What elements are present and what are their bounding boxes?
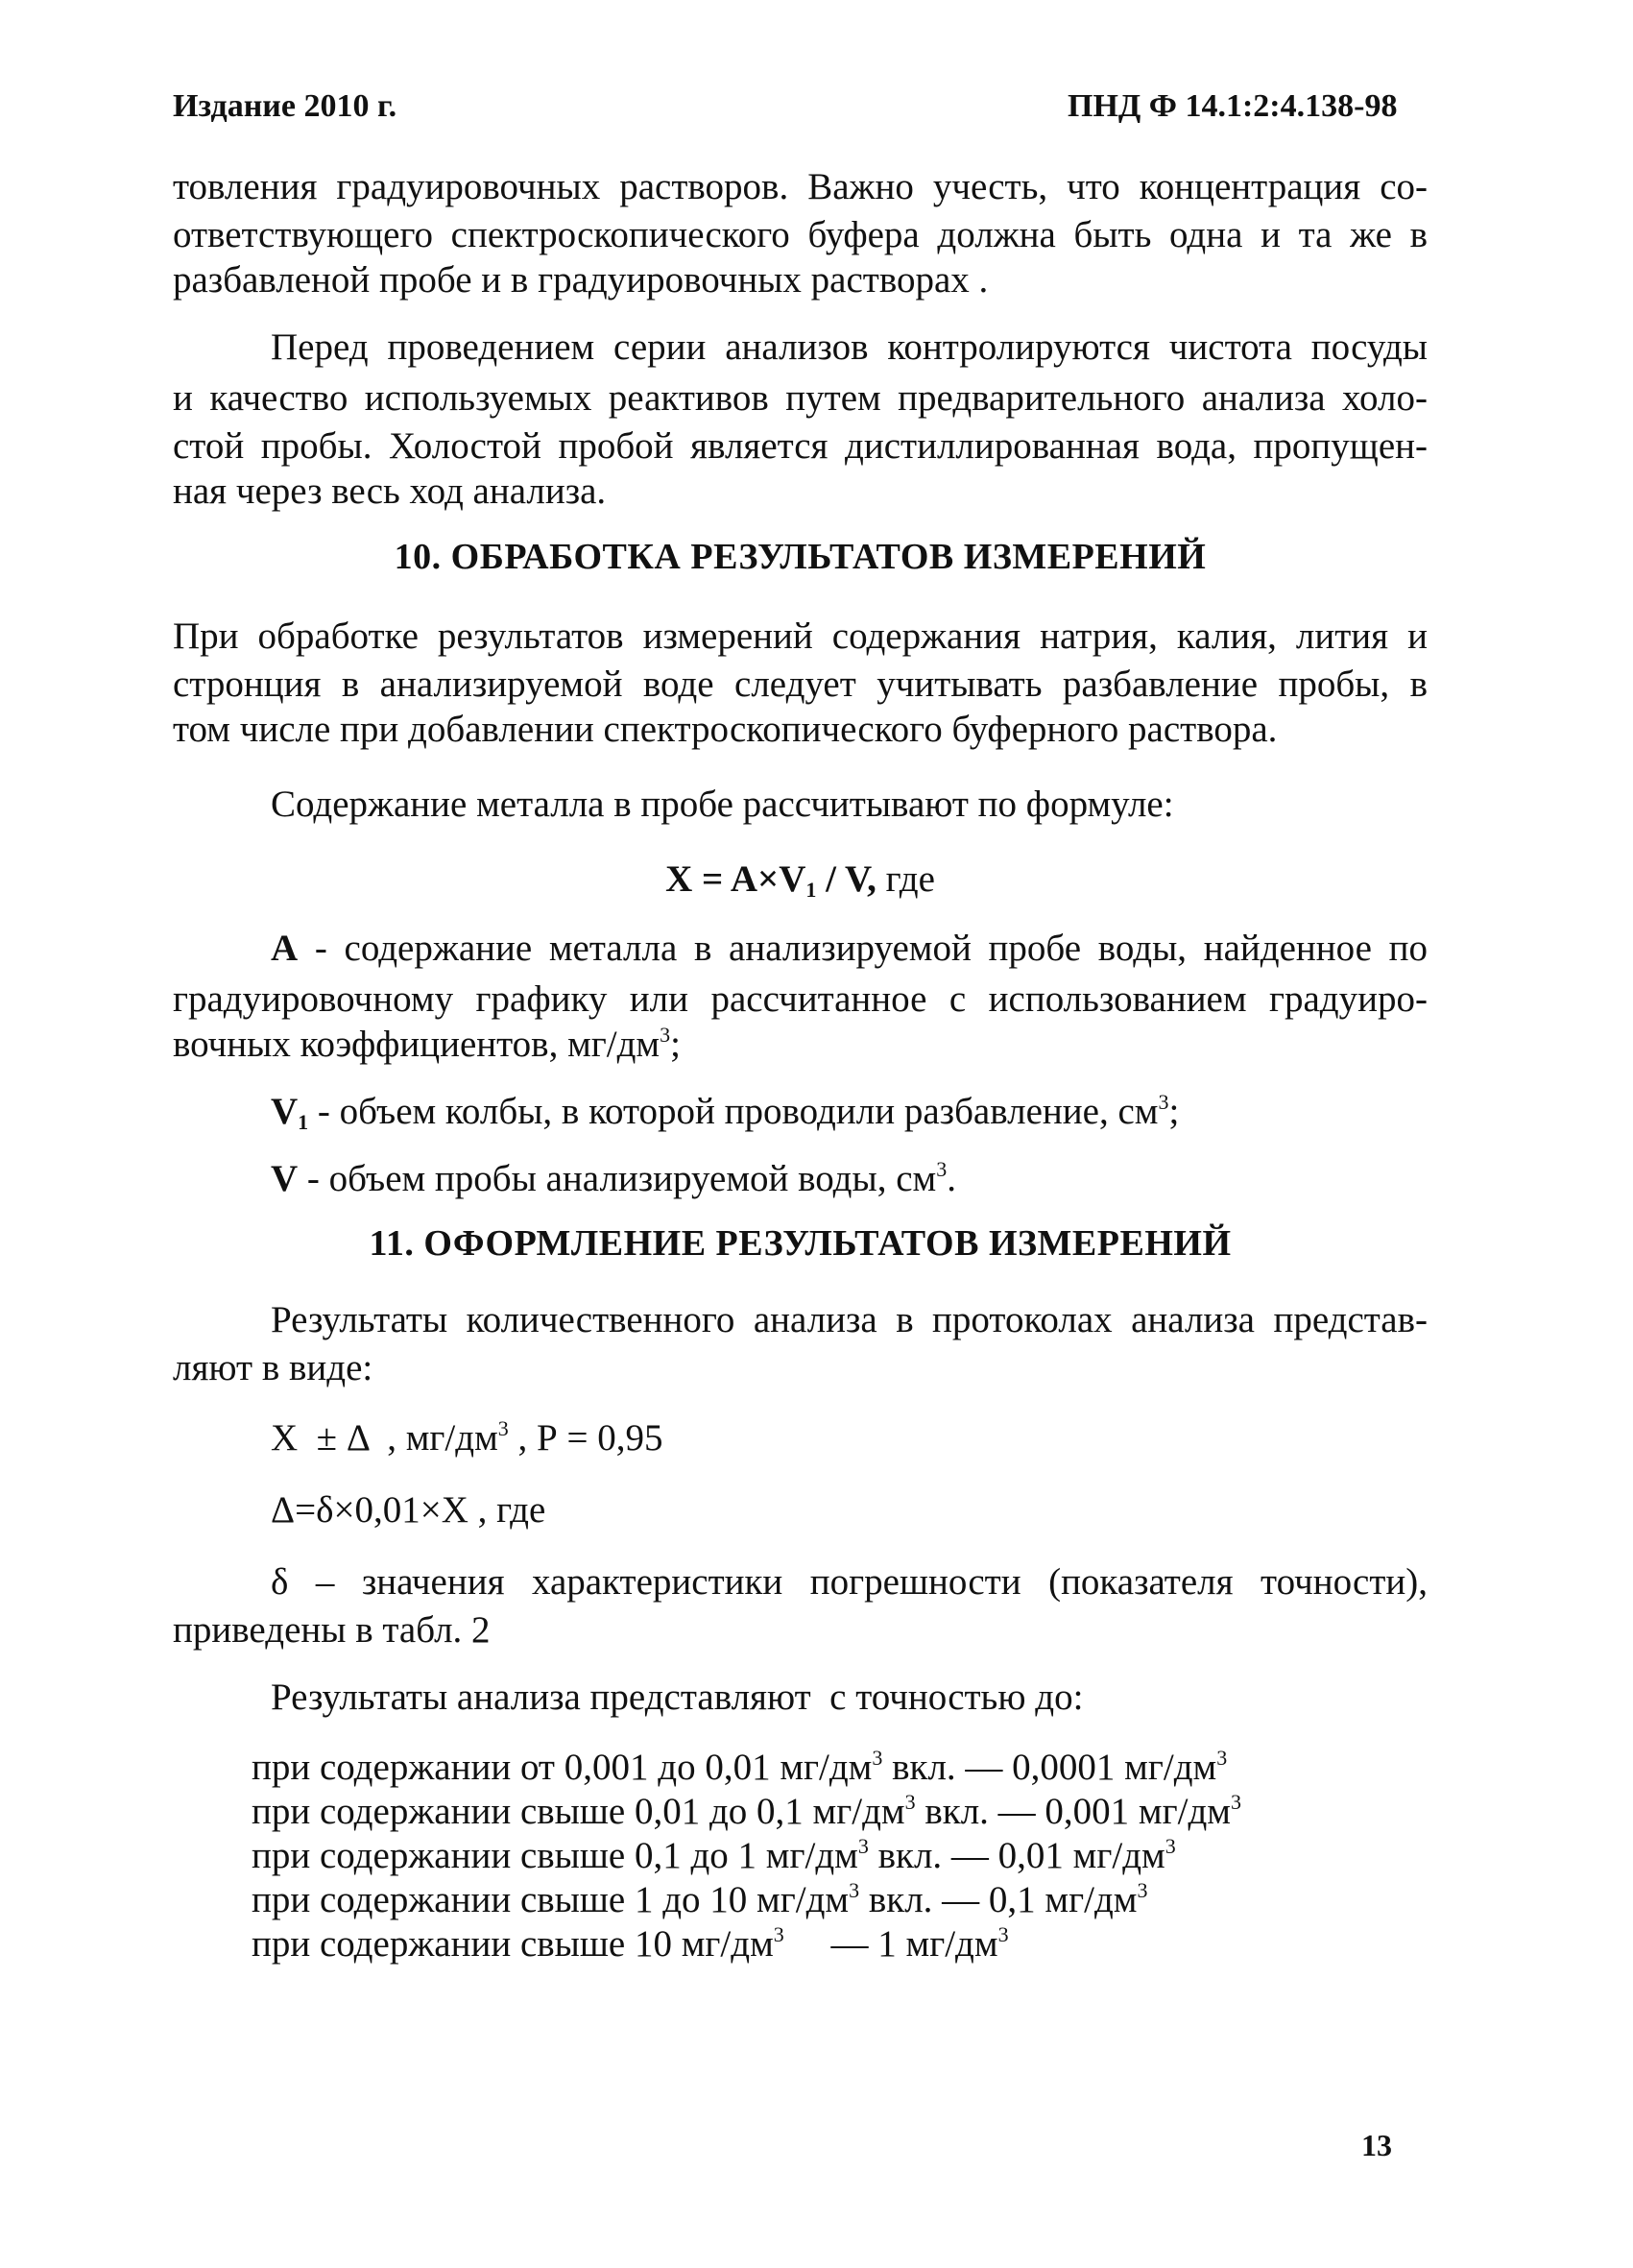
punctuation: ; [670, 1024, 681, 1065]
blank-check-line: Перед проведением серии анализов контролируются чистота посуды [271, 326, 1428, 368]
accuracy-range: при содержании свыше 1 до 10 мг/дм [252, 1879, 850, 1920]
page-number: 13 [1361, 2128, 1392, 2162]
blank-check-line: ная через весь ход анализа. [173, 470, 607, 512]
intro-line: разбавленой пробе и в градуировочных растворах . [173, 259, 989, 301]
unit-superscript: 3 [660, 1023, 671, 1047]
accuracy-value: вкл. — 0,01 мг/дм [868, 1835, 1165, 1876]
accuracy-value: вкл. — 0,001 мг/дм [915, 1791, 1231, 1832]
intro-line: ответствующего спектроскопического буфера должна быть одна и та же в [173, 214, 1428, 255]
accuracy-range: при содержании свыше 10 мг/дм [252, 1923, 774, 1965]
formula-lhs: X = A×V [665, 858, 806, 900]
section-11-heading: 11. ОФОРМЛЕНИЕ РЕЗУЛЬТАТОВ ИЗМЕРЕНИЙ [369, 1223, 1232, 1264]
formula-rhs: / V, [816, 858, 877, 900]
accuracy-item [252, 1746, 1227, 1789]
unit-superscript: 3 [849, 1878, 860, 1902]
definition-v [271, 1157, 956, 1199]
accuracy-intro: Результаты анализа представляют с точностью до: [271, 1677, 1084, 1718]
unit-superscript: 3 [872, 1746, 883, 1770]
accuracy-value: вкл. — 0,0001 мг/дм [882, 1747, 1217, 1788]
accuracy-value: — 1 мг/дм [783, 1923, 998, 1965]
unit-superscript: 3 [997, 1922, 1009, 1946]
result-expression-probability: , Р = 0,95 [508, 1417, 663, 1459]
symbol-subscript: 1 [298, 1110, 309, 1134]
accuracy-item [252, 1922, 1009, 1966]
unit-superscript: 3 [1230, 1790, 1241, 1814]
formula-where: где [876, 858, 935, 900]
result-expression-main: Х ± Δ , мг/дм [271, 1417, 498, 1459]
section-11-paragraph-line: ляют в виде: [173, 1347, 373, 1388]
formula-subscript: 1 [805, 878, 817, 902]
unit-superscript: 3 [857, 1834, 869, 1858]
definition-v1 [271, 1090, 1180, 1134]
unit-superscript: 3 [1158, 1090, 1169, 1114]
edition-label: Издание 2010 г. [173, 88, 397, 124]
blank-check-line: стой пробы. Холостой пробой является дистиллированная вода, пропущен- [173, 425, 1428, 467]
definition-a-text: - содержание металла в анализируемой пробе воды, найденное по [298, 928, 1428, 969]
punctuation: . [947, 1158, 956, 1199]
punctuation: ; [1168, 1091, 1180, 1132]
accuracy-range: при содержании свыше 0,01 до 0,1 мг/дм [252, 1791, 905, 1832]
result-expression [271, 1416, 663, 1459]
section-10-paragraph-line: При обработке результатов измерений содержания натрия, калия, лития и [173, 615, 1428, 657]
unit-superscript: 3 [1165, 1834, 1176, 1858]
definition-v1-text: - объем колбы, в которой проводили разбавление, см [308, 1091, 1159, 1132]
unit-superscript: 3 [497, 1416, 509, 1440]
unit-superscript: 3 [904, 1790, 916, 1814]
delta-expression: Δ=δ×0,01×Х , где [271, 1489, 546, 1531]
definition-a-line3 [173, 1025, 681, 1063]
delta-definition-line: δ – значения характеристики погрешности (показателя точности), [271, 1561, 1428, 1603]
accuracy-item [252, 1878, 1147, 1921]
definition-a-text: вочных коэффициентов, мг/дм [173, 1024, 660, 1065]
definition-a-line2: градуировочному графику или рассчитанное с использованием градуиро- [173, 978, 1428, 1020]
definition-a-line1 [271, 929, 1428, 967]
symbol-v: V [271, 1158, 299, 1199]
symbol-v1: V [271, 1091, 299, 1132]
accuracy-value: вкл. — 0,1 мг/дм [859, 1879, 1138, 1920]
formula-intro: Содержание металла в пробе рассчитывают по формуле: [271, 784, 1174, 825]
unit-superscript: 3 [773, 1922, 784, 1946]
delta-definition-line: приведены в табл. 2 [173, 1609, 491, 1651]
section-11-paragraph-line: Результаты количественного анализа в протоколах анализа представ- [271, 1299, 1428, 1340]
section-10-paragraph-line: стронция в анализируемой воде следует учитывать разбавление пробы, в [173, 664, 1428, 705]
document-code: ПНД Ф 14.1:2:4.138-98 [1068, 88, 1398, 124]
accuracy-item [252, 1790, 1241, 1833]
unit-superscript: 3 [1137, 1878, 1148, 1902]
section-10-paragraph-line: том числе при добавлении спектроскопического буферного раствора. [173, 709, 1278, 750]
unit-superscript: 3 [1216, 1746, 1228, 1770]
symbol-a: А [271, 928, 299, 969]
section-10-heading: 10. ОБРАБОТКА РЕЗУЛЬТАТОВ ИЗМЕРЕНИЙ [394, 537, 1207, 577]
calculation-formula [173, 857, 1428, 901]
accuracy-range: при содержании от 0,001 до 0,01 мг/дм [252, 1747, 873, 1788]
accuracy-item [252, 1834, 1176, 1877]
blank-check-line: и качество используемых реактивов путем предварительного анализа холо- [173, 377, 1428, 419]
accuracy-range: при содержании свыше 0,1 до 1 мг/дм [252, 1835, 858, 1876]
intro-line: товления градуировочных растворов. Важно учесть, что концентрация со- [173, 166, 1428, 207]
definition-v-text: - объем пробы анализируемой воды, см [298, 1158, 937, 1199]
unit-superscript: 3 [936, 1157, 948, 1181]
